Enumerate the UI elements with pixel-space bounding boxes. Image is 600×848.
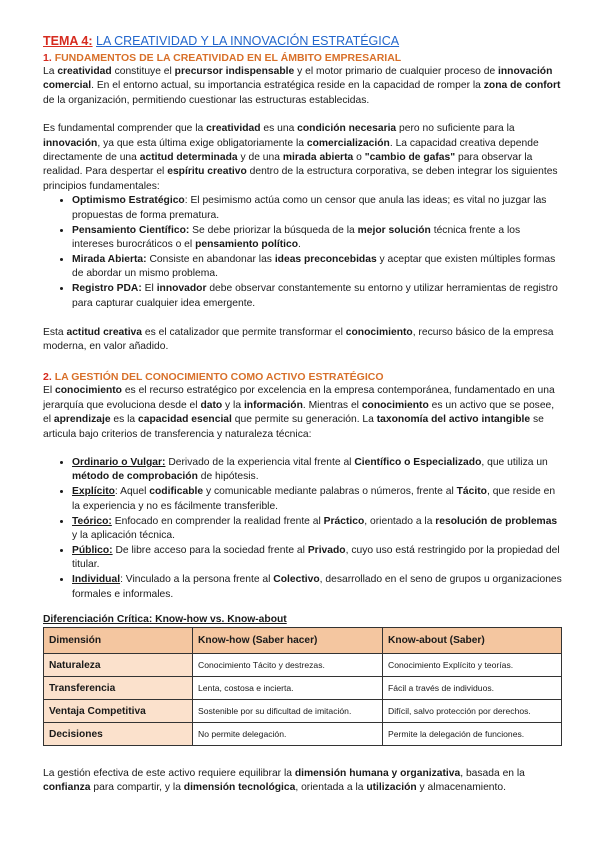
- table-cell: Conocimiento Tácito y destrezas.: [193, 654, 383, 677]
- s2-taxonomy-list: [43, 456, 563, 602]
- list-item: • Pensamiento Científico: Se debe priorizar la búsqueda de la mejor solución técnica frente a los intereses burocráticos o el pensamiento político.: [72, 224, 563, 253]
- table-row: [44, 654, 562, 677]
- list-item: • Ordinario o Vulgar: Derivado de la experiencia vital frente al Científico o Especializado, que utiliza un método de comprobación de hipótesis.: [72, 456, 563, 485]
- list-item: • Público: De libre acceso para la sociedad frente al Privado, cuyo uso está restringido por la propiedad del titular.: [72, 544, 563, 573]
- s1-principles-list: [43, 194, 563, 311]
- table-row: [44, 700, 562, 723]
- table-header: Dimensión: [44, 628, 193, 654]
- list-item: • Registro PDA: El innovador debe observar constantemente su entorno y utilizar herramientas de registro para capturar cualquier idea emergente.: [72, 282, 563, 311]
- s1-paragraph-1: La creatividad constituye el precursor indispensable y el motor primario de cualquier proceso de innovación comercial. En el entorno actual, su importancia estratégica reside en la capacidad de romper la zona de confort de la organización, permitiendo cuestionar las estructuras establecidas.: [43, 66, 561, 106]
- title-number: TEMA 4:: [43, 34, 93, 48]
- table-row: [44, 677, 562, 700]
- table-cell: Difícil, salvo protección por derechos.: [383, 700, 562, 723]
- table-cell: No permite delegación.: [193, 723, 383, 746]
- document-page: [43, 33, 563, 796]
- table-row: [44, 723, 562, 746]
- comparison-table: [43, 627, 562, 746]
- table-cell: Ventaja Competitiva: [44, 700, 193, 723]
- table-cell: Conocimiento Explícito y teorías.: [383, 654, 562, 677]
- table-cell: Transferencia: [44, 677, 193, 700]
- section-2-heading: 2. LA GESTIÓN DEL CONOCIMIENTO COMO ACTIVO ESTRATÉGICO: [43, 371, 384, 384]
- list-item: • Optimismo Estratégico: El pesimismo actúa como un censor que anula las ideas; es vital no juzgar las propuestas de forma prematura.: [72, 194, 563, 223]
- list-item: • Individual: Vinculado a la persona frente al Colectivo, desarrollado en el seno de grupos u organizaciones formales e informales.: [72, 573, 563, 602]
- table-cell: Lenta, costosa e incierta.: [193, 677, 383, 700]
- title-text: LA CREATIVIDAD Y LA INNOVACIÓN ESTRATÉGICA: [96, 34, 400, 48]
- table-cell: Naturaleza: [44, 654, 193, 677]
- table-cell: Fácil a través de individuos.: [383, 677, 562, 700]
- list-item: • Explícito: Aquel codificable y comunicable mediante palabras o números, frente al Tácito, que reside en la experiencia y no es fácilmente transferible.: [72, 485, 563, 514]
- page-title: [43, 33, 563, 49]
- s1-paragraph-3: Esta actitud creativa es el catalizador que permite transformar el conocimiento, recurso básico de la empresa moderna, en valor añadido.: [43, 326, 554, 352]
- table-header: Know-about (Saber): [383, 628, 562, 654]
- table-cell: Permite la delegación de funciones.: [383, 723, 562, 746]
- table-header: Know-how (Saber hacer): [193, 628, 383, 654]
- s2-paragraph-1: El conocimiento es el recurso estratégico por excelencia en la empresa contemporánea, fundamentado en una jerarquía que evoluciona desde el dato y la información. Mientras el conocimiento es un activo que se posee, el aprendizaje es la capacidad esencial que permite su generación. La taxonomía del activo intangible se articula bajo criterios de transferencia y naturaleza técnica:: [43, 385, 555, 440]
- list-item: • Teórico: Enfocado en comprender la realidad frente al Práctico, orientado a la resolución de problemas y la aplicación técnica.: [72, 515, 563, 544]
- s1-paragraph-2: Es fundamental comprender que la creatividad es una condición necesaria pero no suficiente para la innovación, ya que esta última exige obligatoriamente la comercialización. La capacidad creativa depende directamente de una actitud determinada y de una mirada abierta o "cambio de gafas" para observar la realidad. Para despertar el espíritu creativo dentro de la estructura corporativa, se deben integrar los siguientes principios fundamentales:: [43, 123, 558, 192]
- table-header-row: [44, 628, 562, 654]
- table-cell: Sostenible por su dificultad de imitación.: [193, 700, 383, 723]
- list-item: • Mirada Abierta: Consiste en abandonar las ideas preconcebidas y aceptar que existen múltiples formas de abordar un mismo problema.: [72, 253, 563, 282]
- table-caption: Diferenciación Crítica: Know-how vs. Know-about: [43, 614, 287, 625]
- table-cell: Decisiones: [44, 723, 193, 746]
- s2-paragraph-2: La gestión efectiva de este activo requiere equilibrar la dimensión humana y organizativa, basada en la confianza para compartir, y la dimensión tecnológica, orientada a la utilización y almacenamiento.: [43, 768, 525, 794]
- section-1-heading: 1. FUNDAMENTOS DE LA CREATIVIDAD EN EL ÁMBITO EMPRESARIAL: [43, 52, 402, 64]
